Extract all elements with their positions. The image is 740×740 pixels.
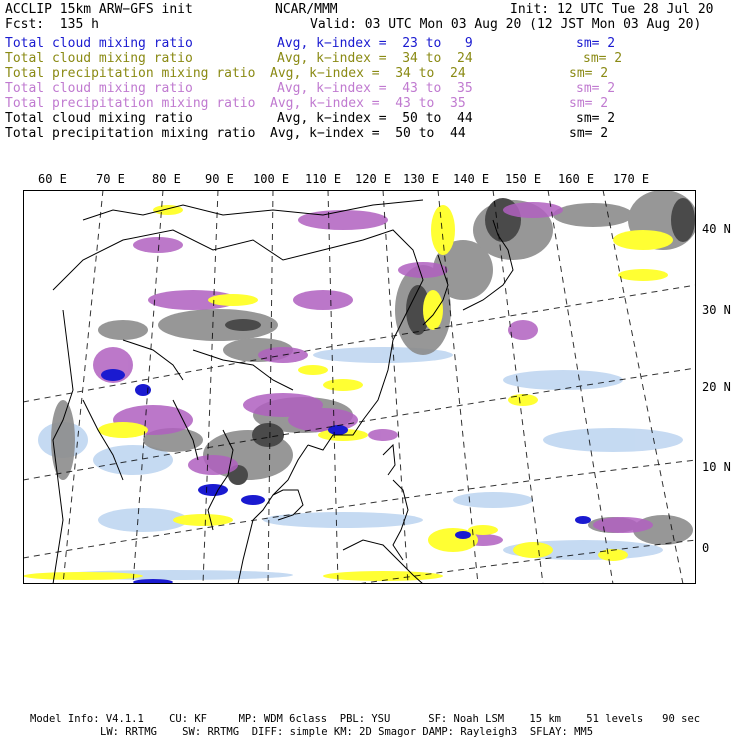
legend-sm: sm= 2 (576, 111, 616, 126)
legend-sm: sm= 2 (569, 96, 609, 111)
lon-label: 160 E (558, 172, 595, 186)
legend-stat: Avg, k−index = 50 to 44 (277, 111, 473, 126)
init-time: Init: 12 UTC Tue 28 Jul 20 (510, 2, 714, 17)
model-title: ACCLIP 15km ARW−GFS init (5, 2, 193, 17)
legend-field: Total cloud mixing ratio (5, 111, 193, 126)
legend-field: Total precipitation mixing ratio (5, 66, 256, 81)
lon-label: 170 E (613, 172, 650, 186)
lat-label: 0 (702, 541, 710, 555)
lat-label: 10 N (702, 460, 731, 474)
legend-field: Total cloud mixing ratio (5, 51, 193, 66)
legend-stat: Avg, k−index = 43 to 35 (270, 96, 466, 111)
legend-stat: Avg, k−index = 50 to 44 (270, 126, 466, 141)
valid-time: Valid: 03 UTC Mon 03 Aug 20 (12 JST Mon 03 Aug 20) (310, 17, 702, 32)
legend-sm: sm= 2 (569, 66, 609, 81)
lat-label: 30 N (702, 303, 731, 317)
legend-sm: sm= 2 (569, 126, 609, 141)
lon-label: 130 E (403, 172, 440, 186)
legend-sm: sm= 2 (576, 36, 616, 51)
legend-field: Total cloud mixing ratio (5, 36, 193, 51)
legend-stat: Avg, k−index = 34 to 24 (277, 51, 473, 66)
lon-label: 60 E (38, 172, 67, 186)
lon-label: 110 E (305, 172, 342, 186)
legend-field: Total cloud mixing ratio (5, 81, 193, 96)
legend-sm: sm= 2 (576, 81, 616, 96)
lat-label: 20 N (702, 380, 731, 394)
forecast-hour: Fcst: 135 h (5, 17, 99, 32)
lon-label: 140 E (453, 172, 490, 186)
lon-label: 80 E (152, 172, 181, 186)
lon-label: 150 E (505, 172, 542, 186)
model-info-line-1: Model Info: V4.1.1 CU: KF MP: WDM 6class PBL: YSU SF: Noah LSM 15 km 51 levels 90 sec (30, 713, 701, 725)
lon-label: 70 E (96, 172, 125, 186)
legend-field: Total precipitation mixing ratio (5, 96, 256, 111)
lon-label: 90 E (205, 172, 234, 186)
legend-field: Total precipitation mixing ratio (5, 126, 256, 141)
center-label: NCAR/MMM (275, 2, 338, 17)
model-info-line-2: LW: RRTMG SW: RRTMG DIFF: simple KM: 2D Smagor DAMP: Rayleigh3 SFLAY: MM5 (100, 726, 594, 738)
legend-stat: Avg, k−index = 43 to 35 (277, 81, 473, 96)
legend-stat: Avg, k−index = 34 to 24 (270, 66, 466, 81)
lon-label: 100 E (253, 172, 290, 186)
legend-sm: sm= 2 (583, 51, 623, 66)
forecast-map (23, 190, 696, 584)
legend-stat: Avg, k−index = 23 to 9 (277, 36, 473, 51)
lat-label: 40 N (702, 222, 731, 236)
lon-label: 120 E (355, 172, 392, 186)
